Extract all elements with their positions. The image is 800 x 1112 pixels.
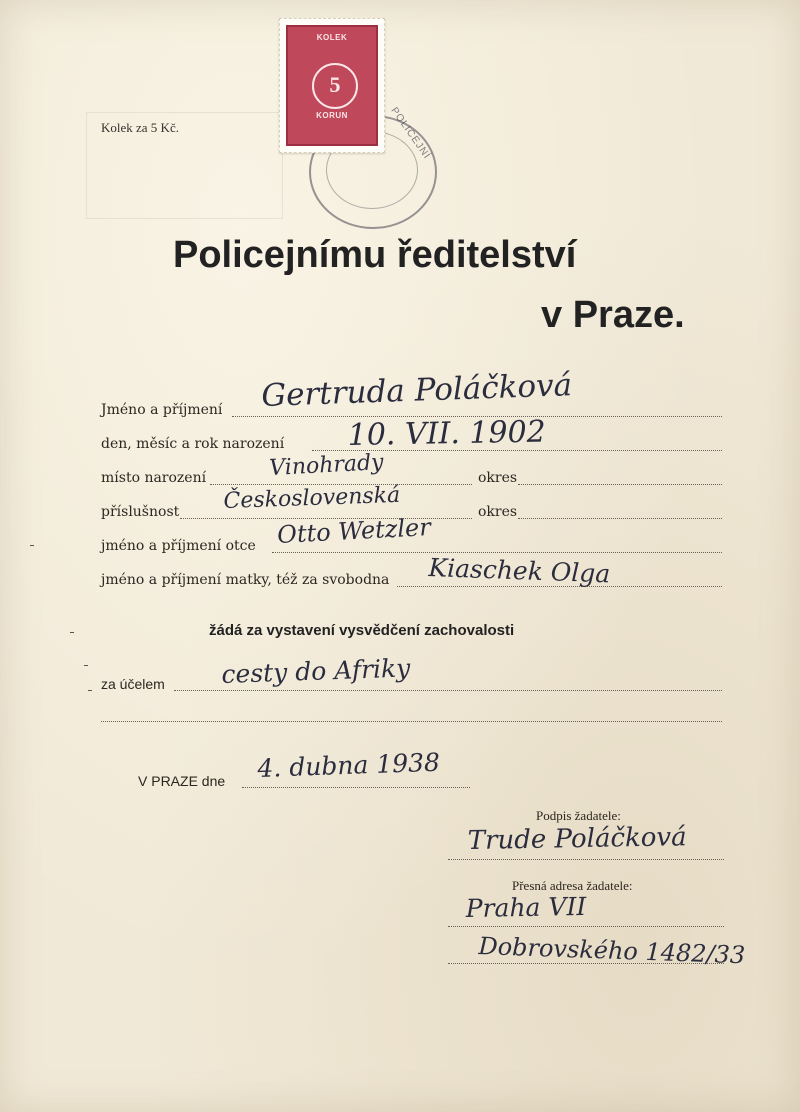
district-label-2: okres (478, 504, 518, 520)
date-label: V PRAZE dne (138, 773, 226, 789)
stamp-top-text: KOLEK (316, 33, 348, 42)
nationality-handwritten: Československá (223, 482, 401, 514)
margin-mark (30, 545, 34, 546)
name-label: Jméno a příjmení (101, 402, 223, 418)
birth-date-label: den, měsíc a rok narození (101, 436, 285, 452)
revenue-stamp-face (286, 25, 378, 146)
stamp-value: 5 (312, 63, 358, 109)
father-name-label: jméno a příjmení otce (101, 538, 256, 554)
birthplace-handwritten: Vinohrady (268, 450, 385, 481)
margin-mark (70, 632, 74, 633)
mother-name-handwritten: Kiaschek Olga (428, 553, 611, 589)
request-statement: žádá za vystavení vysvědčení zachovalosti (209, 622, 515, 639)
address-label: Přesná adresa žadatele: (512, 878, 633, 893)
father-name-line (272, 552, 722, 553)
address-handwritten-1: Praha VII (465, 891, 587, 923)
signature-label: Podpis žadatele: (536, 808, 621, 823)
nationality-label: příslušnost (101, 504, 180, 520)
mother-name-label: jméno a příjmení matky, též za svobodna (101, 572, 390, 588)
purpose-label: za účelem (101, 676, 165, 692)
signature-handwritten: Trude Poláčková (467, 822, 687, 856)
postmark-text: POLICEJNÍ (388, 105, 433, 162)
name-handwritten: Gertruda Poláčková (260, 367, 573, 414)
stamp-bottom-text: KORUN (316, 111, 348, 120)
revenue-stamp (279, 18, 385, 153)
purpose-line (174, 690, 722, 691)
address-handwritten-2: Dobrovského 1482/33 (478, 932, 746, 970)
margin-mark (88, 690, 92, 691)
signature-line (448, 859, 724, 860)
district-line (518, 484, 722, 485)
stamp-label: Kolek za 5 Kč. (101, 120, 179, 135)
date-handwritten: 4. dubna 1938 (256, 747, 441, 783)
date-line (242, 787, 470, 788)
district-label: okres (478, 470, 518, 486)
addressee-heading: Policejnímu ředitelství (173, 234, 577, 276)
birth-date-handwritten: 10. VII. 1902 (347, 414, 547, 453)
birthplace-label: místo narození (101, 470, 207, 486)
district-line-2 (518, 518, 722, 519)
margin-mark (84, 665, 88, 666)
addressee-city: v Praze. (541, 294, 685, 336)
address-line-1 (448, 926, 724, 927)
purpose-line-2 (101, 721, 722, 722)
father-name-handwritten: Otto Wetzler (276, 512, 432, 549)
purpose-handwritten: cesty do Afriky (220, 653, 411, 689)
